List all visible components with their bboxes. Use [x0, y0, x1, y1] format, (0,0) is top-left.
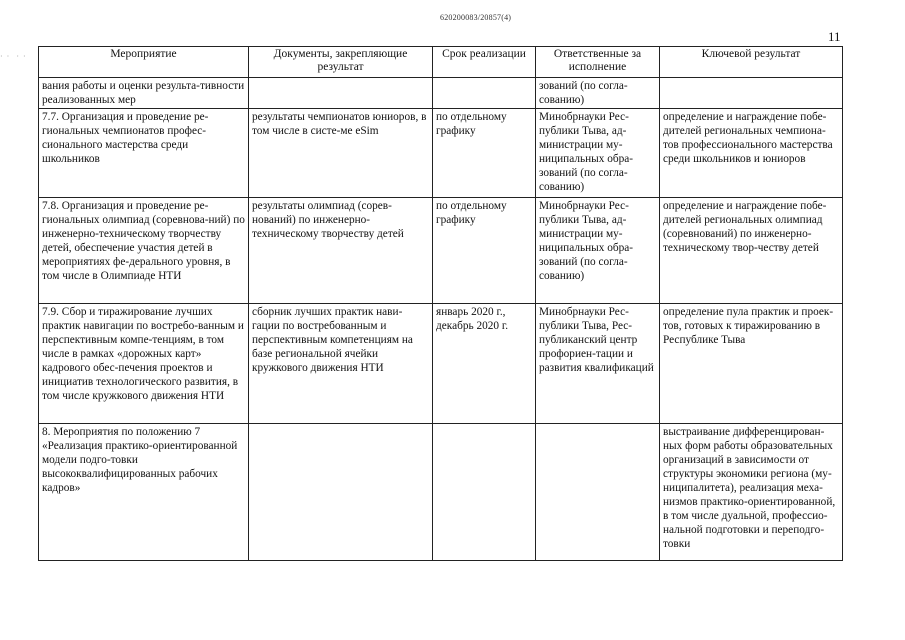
cell-responsible: Минобрнауки Рес-публики Тыва, ад-министрации му-ниципальных обра-зований (по согла-сованию) [536, 109, 660, 198]
measures-table [38, 46, 843, 561]
cell-responsible [536, 424, 660, 561]
cell-documents: результаты чемпионатов юниоров, в том числе в систе-ме eSim [249, 109, 433, 198]
cell-deadline: январь 2020 г., декабрь 2020 г. [433, 304, 536, 424]
cell-deadline [433, 424, 536, 561]
table-header-row [39, 47, 843, 78]
cell-documents [249, 424, 433, 561]
page-number: 11 [828, 29, 841, 44]
cell-result: определение и награждение побе-дителей региональных чемпиона-тов профессионального мастерства среди школьников и юниоров [660, 109, 843, 198]
scan-margin-marks: · · · · [0, 52, 27, 61]
cell-result: выстраивание дифференцирован-ных форм работы образовательных организаций в зависимости от структуры экономики региона (му-ниципалитета), реализация меха-низмов практико-ориентированной, в том числе дуальной, профессио-нальной подготовки и переподго-товки [660, 424, 843, 561]
document-id: 620200083/20857(4) [440, 13, 512, 22]
table-row [39, 304, 843, 424]
column-header-deadline: Срок реализации [433, 47, 536, 78]
cell-result [660, 78, 843, 109]
table-row [39, 198, 843, 304]
cell-result: определение и награждение побе-дителей региональных олимпиад (соревнований) по инженерно-техническому твор-честву детей [660, 198, 843, 304]
column-header-responsible: Ответственные за исполнение [536, 47, 660, 78]
cell-responsible: Минобрнауки Рес-публики Тыва, Рес-публиканский центр профориен-тации и развития квалификаций [536, 304, 660, 424]
table-row [39, 424, 843, 561]
cell-documents: результаты олимпиад (сорев-нований) по инженерно-техническому творчеству детей [249, 198, 433, 304]
table-row [39, 78, 843, 109]
column-header-result: Ключевой результат [660, 47, 843, 78]
column-header-documents: Документы, закрепляющие результат [249, 47, 433, 78]
cell-responsible: Минобрнауки Рес-публики Тыва, ад-министрации му-ниципальных обра-зований (по согла-сованию) [536, 198, 660, 304]
cell-event: 7.8. Организация и проведение ре-гиональных олимпиад (соревнова-ний) по инженерно-техническому творчеству детей, обеспечение участия детей в мероприятиях фе-дерального уровня, в том числе в Олимпиаде НТИ [39, 198, 249, 304]
column-header-event: Мероприятие [39, 47, 249, 78]
cell-event: 7.9. Сбор и тиражирование лучших практик навигации по востребо-ванным и перспективным компе-тенциям, в том числе в рамках «дорожных карт» кадрового обес-печения проектов и инициатив технологического развития, в том числе кружкового движения НТИ [39, 304, 249, 424]
cell-event: вания работы и оценки результа-тивности реализованных мер [39, 78, 249, 109]
cell-deadline: по отдельному графику [433, 109, 536, 198]
table-row [39, 109, 843, 198]
cell-deadline [433, 78, 536, 109]
cell-result: определение пула практик и проек-тов, готовых к тиражированию в Республике Тыва [660, 304, 843, 424]
cell-event: 7.7. Организация и проведение ре-гиональных чемпионатов профес-сионального мастерства среди школьников [39, 109, 249, 198]
cell-event: 8. Мероприятия по положению 7 «Реализация практико-ориентированной модели подго-товки высококвалифицированных рабочих кадров» [39, 424, 249, 561]
cell-responsible: зований (по согла-сованию) [536, 78, 660, 109]
cell-deadline: по отдельному графику [433, 198, 536, 304]
cell-documents: сборник лучших практик нави-гации по востребованным и перспективным компетенциям на базе региональной ячейки кружкового движения НТИ [249, 304, 433, 424]
cell-documents [249, 78, 433, 109]
